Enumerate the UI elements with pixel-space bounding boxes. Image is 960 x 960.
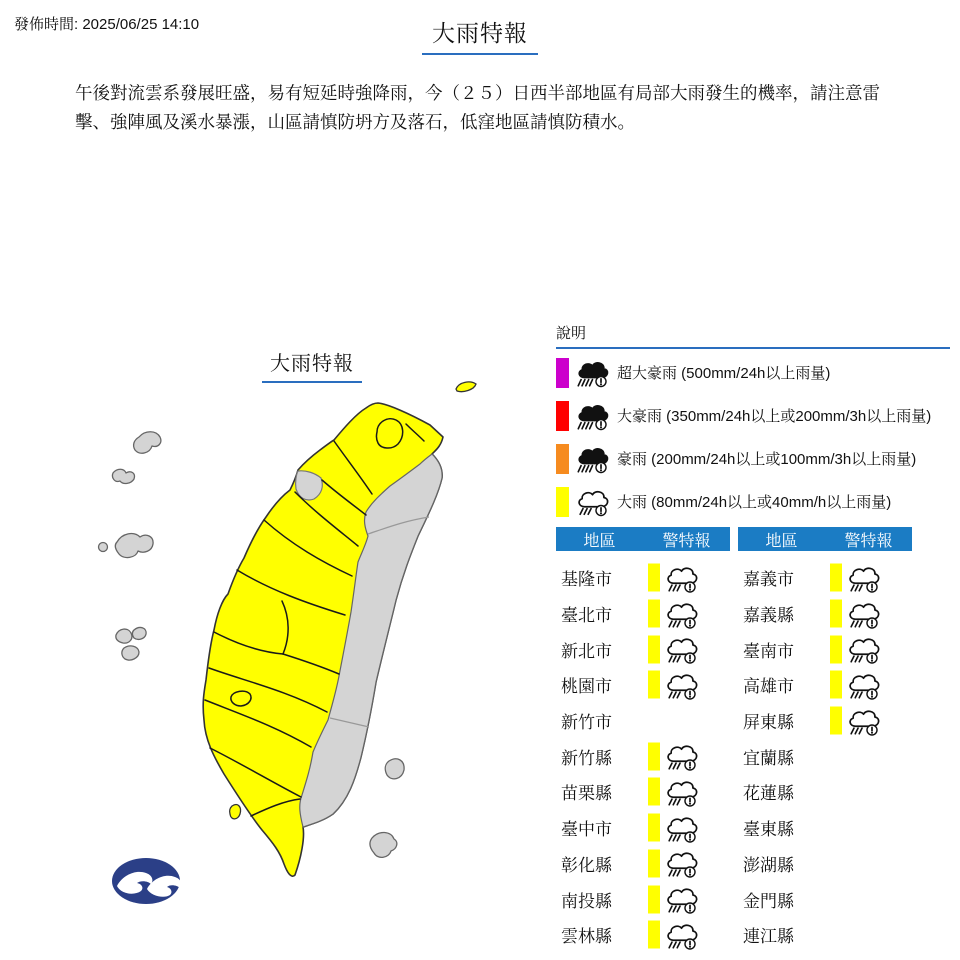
rain-cloud-outline-icon bbox=[663, 669, 699, 700]
table-row bbox=[738, 810, 912, 846]
warning-color-bar bbox=[648, 814, 660, 842]
rain-cloud-outline-icon bbox=[663, 634, 699, 665]
table-row bbox=[738, 703, 912, 739]
warning-indicator bbox=[648, 562, 699, 593]
cwa-logo bbox=[112, 858, 181, 904]
warning-color-bar bbox=[648, 885, 660, 913]
warning-tables bbox=[556, 527, 912, 953]
warning-indicator bbox=[648, 884, 699, 915]
region-name: 雲林縣 bbox=[561, 927, 612, 947]
region-name: 金門縣 bbox=[743, 891, 794, 911]
table-row bbox=[738, 560, 912, 596]
region-name: 苗栗縣 bbox=[561, 784, 612, 804]
region-name: 高雄市 bbox=[743, 677, 794, 697]
legend-title: 說明 bbox=[556, 325, 587, 342]
green-island bbox=[385, 759, 404, 779]
region-name: 新北市 bbox=[561, 641, 612, 661]
color-swatch bbox=[556, 358, 569, 388]
table-row bbox=[738, 631, 912, 667]
warning-color-bar bbox=[648, 849, 660, 877]
warning-indicator bbox=[648, 634, 699, 665]
warning-color-bar bbox=[830, 600, 842, 628]
rain-cloud-outline-icon bbox=[663, 812, 699, 843]
legend-label: 大豪雨 (350mm/24h以上或200mm/3h以上雨量) bbox=[617, 408, 932, 425]
color-swatch bbox=[556, 401, 569, 431]
region-name: 基隆市 bbox=[561, 570, 612, 590]
taiwan-warning-map bbox=[60, 330, 540, 960]
warning-indicator bbox=[830, 634, 881, 665]
table-row bbox=[738, 596, 912, 632]
warning-color-bar bbox=[648, 600, 660, 628]
warning-indicator bbox=[648, 848, 699, 879]
rain-cloud-outline-icon bbox=[663, 741, 699, 772]
guishan-island bbox=[456, 382, 476, 392]
warning-table-right bbox=[738, 527, 912, 953]
warning-indicator bbox=[648, 812, 699, 843]
region-name: 臺東縣 bbox=[743, 820, 794, 840]
warning-indicator bbox=[830, 598, 881, 629]
table-rows bbox=[556, 560, 730, 953]
rain-cloud-outline-icon bbox=[663, 884, 699, 915]
warning-color-bar bbox=[648, 564, 660, 592]
map-title: 大雨特報 bbox=[262, 347, 362, 383]
page-title-wrap bbox=[0, 15, 960, 55]
table-row bbox=[738, 846, 912, 882]
rain-cloud-outline-icon bbox=[663, 598, 699, 629]
rain-cloud-outline-icon bbox=[845, 669, 881, 700]
region-name: 澎湖縣 bbox=[743, 855, 794, 875]
warning-indicator bbox=[830, 705, 881, 736]
warning-indicator bbox=[648, 776, 699, 807]
warning-indicator bbox=[830, 669, 881, 700]
column-header-warning: 警特報 bbox=[844, 532, 893, 550]
region-name: 新竹縣 bbox=[561, 748, 612, 768]
warning-indicator bbox=[648, 919, 699, 950]
warning-color-bar bbox=[648, 742, 660, 770]
region-name: 嘉義市 bbox=[743, 570, 794, 590]
region-name: 嘉義縣 bbox=[743, 606, 794, 626]
warning-color-bar bbox=[648, 778, 660, 806]
table-row bbox=[738, 881, 912, 917]
table-header bbox=[556, 527, 730, 551]
table-row bbox=[738, 738, 912, 774]
table-row bbox=[556, 667, 730, 703]
color-swatch bbox=[556, 444, 569, 474]
storm-cloud-filled-icon bbox=[574, 443, 610, 474]
warning-indicator bbox=[648, 669, 699, 700]
legend-item-extremely-heavy-rain bbox=[556, 437, 950, 480]
warning-color-bar bbox=[830, 707, 842, 735]
warning-indicator bbox=[830, 562, 881, 593]
region-name: 彰化縣 bbox=[561, 855, 612, 875]
rain-cloud-outline-icon bbox=[663, 919, 699, 950]
region-name: 南投縣 bbox=[561, 891, 612, 911]
rain-cloud-outline-icon bbox=[845, 634, 881, 665]
warning-color-bar bbox=[648, 671, 660, 699]
region-name: 連江縣 bbox=[743, 927, 794, 947]
color-swatch bbox=[556, 487, 569, 517]
legend-label: 大雨 (80mm/24h以上或40mm/h以上雨量) bbox=[617, 494, 892, 511]
table-row bbox=[738, 774, 912, 810]
table-row bbox=[556, 846, 730, 882]
rain-cloud-outline-icon bbox=[845, 705, 881, 736]
table-row bbox=[556, 560, 730, 596]
storm-cloud-filled-icon bbox=[574, 400, 610, 431]
legend-rule bbox=[556, 347, 950, 349]
rain-cloud-outline-icon bbox=[663, 776, 699, 807]
advisory-description: 午後對流雲系發展旺盛，易有短延時強降雨，今（２５）日西半部地區有局部大雨發生的機率，請注意雷擊、強陣風及溪水暴漲，山區請慎防坍方及落石，低窪地區請慎防積水。 bbox=[75, 83, 880, 132]
rain-cloud-outline-icon bbox=[845, 598, 881, 629]
region-name: 桃園市 bbox=[561, 677, 612, 697]
table-row bbox=[556, 917, 730, 953]
legend-item-heavy-rain bbox=[556, 480, 950, 523]
region-name: 花蓮縣 bbox=[743, 784, 794, 804]
column-header-region: 地區 bbox=[765, 532, 798, 550]
liuqiu-island bbox=[230, 805, 241, 819]
table-row bbox=[556, 810, 730, 846]
warning-color-bar bbox=[648, 921, 660, 949]
warning-table-left bbox=[556, 527, 730, 953]
storm-cloud-filled-icon bbox=[574, 357, 610, 388]
rain-cloud-outline-icon bbox=[845, 562, 881, 593]
rain-cloud-outline-icon bbox=[663, 562, 699, 593]
table-row bbox=[556, 738, 730, 774]
page-title: 大雨特報 bbox=[422, 15, 538, 55]
warning-indicator bbox=[648, 741, 699, 772]
column-header-warning: 警特報 bbox=[662, 532, 711, 550]
legend bbox=[556, 322, 950, 523]
region-name: 臺南市 bbox=[743, 641, 794, 661]
rain-cloud-outline-icon bbox=[663, 848, 699, 879]
region-name: 臺中市 bbox=[561, 820, 612, 840]
warning-color-bar bbox=[830, 635, 842, 663]
table-row bbox=[556, 881, 730, 917]
penghu-islands bbox=[99, 432, 161, 660]
publish-time: 發佈時間: 2025/06/25 14:10 bbox=[14, 16, 200, 33]
column-header-region: 地區 bbox=[583, 532, 616, 550]
legend-label: 豪雨 (200mm/24h以上或100mm/3h以上雨量) bbox=[617, 451, 917, 468]
region-name: 臺北市 bbox=[561, 606, 612, 626]
table-row bbox=[738, 667, 912, 703]
orchid-island bbox=[370, 832, 397, 857]
warning-color-bar bbox=[830, 671, 842, 699]
warning-color-bar bbox=[648, 635, 660, 663]
rain-cloud-outline-icon bbox=[574, 486, 610, 517]
region-name: 新竹市 bbox=[561, 713, 612, 733]
legend-label: 超大豪雨 (500mm/24h以上雨量) bbox=[617, 365, 831, 382]
table-row bbox=[738, 917, 912, 953]
table-row bbox=[556, 631, 730, 667]
table-rows bbox=[738, 560, 912, 953]
region-name: 宜蘭縣 bbox=[743, 748, 794, 768]
legend-item-torrential-rain bbox=[556, 394, 950, 437]
region-name: 屏東縣 bbox=[743, 713, 794, 733]
legend-item-extremely-torrential-rain bbox=[556, 351, 950, 394]
warning-color-bar bbox=[830, 564, 842, 592]
table-row bbox=[556, 596, 730, 632]
table-row bbox=[556, 703, 730, 739]
table-header bbox=[738, 527, 912, 551]
table-row bbox=[556, 774, 730, 810]
warning-indicator bbox=[648, 598, 699, 629]
